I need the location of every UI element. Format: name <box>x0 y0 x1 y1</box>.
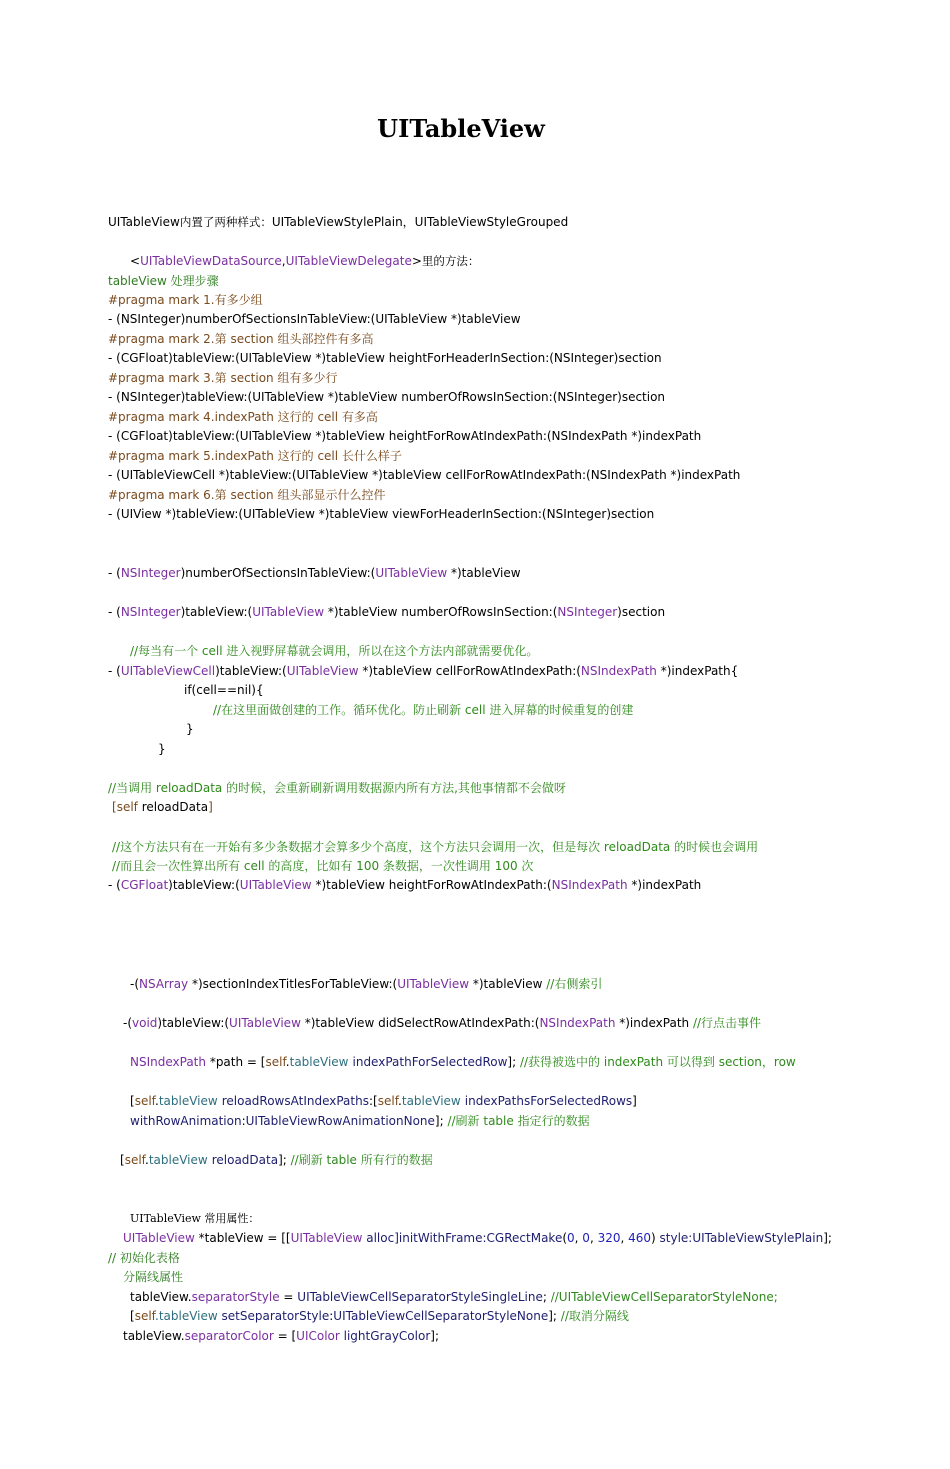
code-reloadRows <box>130 1093 637 1109</box>
code-didSelect <box>123 1015 761 1031</box>
code-token: void <box>132 1016 158 1030</box>
step-6-method: - (UIView *)tableView:(UITableView *)tableView viewForHeaderInSection:(NSInteger)section <box>108 507 655 521</box>
code-if: if(cell==nil){ <box>184 683 264 697</box>
code-token: 320 <box>597 1231 621 1245</box>
step-2-pragma: #pragma mark 2.第 section 组头部控件有多高 <box>108 332 374 346</box>
code-token: UITableViewCell <box>120 664 216 678</box>
code-separatorStyle <box>130 1289 778 1305</box>
code-token: CGFloat <box>120 878 169 892</box>
protocols-line <box>130 253 479 269</box>
code-token: //刷新 table 指定行的数据 <box>447 1114 590 1128</box>
code-path-decl <box>130 1054 796 1070</box>
code-token: -( <box>123 1016 133 1030</box>
code-token: NSIndexPath <box>539 1016 616 1030</box>
code-token: UITableView <box>375 566 448 580</box>
code-token: //UITableViewCellSeparatorStyleNone; <box>550 1290 778 1304</box>
code-token: , <box>620 1231 629 1245</box>
code-token: UITableViewCellSeparatorStyleSingleLine <box>297 1290 543 1304</box>
code-token: : <box>241 1114 246 1128</box>
props-heading: UITableView 常用属性： <box>130 1212 260 1225</box>
code-token: reloadData <box>211 1153 279 1167</box>
code-token: . <box>285 1055 290 1069</box>
code-token: reloadRowsAtIndexPaths <box>221 1094 369 1108</box>
protocol-datasource: UITableViewDataSource <box>140 254 282 268</box>
init-comment: // 初始化表格 <box>108 1251 180 1265</box>
code-token: *)indexPath <box>615 1016 693 1030</box>
intro-styles: UITableViewStylePlain，UITableViewStyleGrouped <box>271 215 569 229</box>
code-token: UITableView <box>290 1231 363 1245</box>
code-token: ]; <box>434 1114 448 1128</box>
code-token: .tableView <box>155 1309 218 1323</box>
code-token: *path = [ <box>206 1055 266 1069</box>
code-heightForRow <box>108 877 701 893</box>
page-title: UITableView <box>377 114 545 143</box>
code-token: //刷新 table 所有行的数据 <box>290 1153 433 1167</box>
code-token: withRowAnimation <box>130 1114 242 1128</box>
code-token: [ <box>130 1094 135 1108</box>
code-token: 0 <box>567 1231 575 1245</box>
code-token: NSIndexPath <box>580 664 657 678</box>
code-token: separatorColor <box>184 1329 274 1343</box>
code-token: self <box>134 1309 156 1323</box>
code-token: , <box>589 1231 598 1245</box>
code-token: *)sectionIndexTitlesForTableView:( <box>188 977 398 991</box>
code-token: *)tableView cellForRowAtIndexPath:( <box>358 664 581 678</box>
code-token: //取消分隔线 <box>560 1309 629 1323</box>
code-token: *)tableView <box>469 977 547 991</box>
code-token: lightGrayColor <box>339 1329 431 1343</box>
code-token: . <box>145 1153 149 1167</box>
code-token: CGRectMake <box>486 1231 563 1245</box>
code-token: indexPathForSelectedRow <box>352 1055 508 1069</box>
code-token: NSInteger <box>120 566 181 580</box>
code-token: UITableView <box>229 1016 301 1030</box>
code-token: ]; <box>278 1153 291 1167</box>
protocol-delegate: UITableViewDelegate <box>285 254 412 268</box>
code-token: self <box>124 1153 146 1167</box>
code-token: self <box>265 1055 286 1069</box>
create-comment: //在这里面做创建的工作。循环优化。防止刷新 cell 进入屏幕的时候重复的创建 <box>213 703 634 717</box>
code-token: - ( <box>108 566 121 580</box>
code-token: ]; <box>548 1309 561 1323</box>
code-token: UITableView <box>286 664 359 678</box>
step-5-method: - (UITableViewCell *)tableView:(UITableView *)tableView cellForRowAtIndexPath:(NSIndexPath *)indexPath <box>108 468 741 482</box>
code-close-brace: } <box>186 722 194 736</box>
step-4-pragma: #pragma mark 4.indexPath 这行的 cell 有多高 <box>108 410 378 424</box>
code-token: . <box>155 1094 159 1108</box>
code-token: 460 <box>628 1231 652 1245</box>
code-token: NSInteger <box>120 605 181 619</box>
protocols-open: < <box>130 254 141 268</box>
code-token: - ( <box>108 605 121 619</box>
step-6-pragma: #pragma mark 6.第 section 组头部显示什么控件 <box>108 488 386 502</box>
code-separatorColor <box>123 1328 439 1344</box>
step-1-pragma: #pragma mark 1.有多少组 <box>108 293 263 307</box>
code-token: -( <box>130 977 140 991</box>
code-token: [ <box>130 1309 135 1323</box>
code-token: [ <box>112 800 117 814</box>
code-token: *)tableView heightForRowAtIndexPath:( <box>311 878 552 892</box>
code-token: *)tableView numberOfRowsInSection:( <box>324 605 558 619</box>
code-token: self <box>116 800 138 814</box>
protocols-comma: , <box>281 254 286 268</box>
separator-heading: 分隔线属性 <box>123 1270 184 1284</box>
code-cellForRow <box>108 663 738 679</box>
code-token: ; <box>542 1290 551 1304</box>
code-token: UITableViewStylePlain <box>692 1231 824 1245</box>
code-token: ]; <box>430 1329 439 1343</box>
code-token: UIColor <box>296 1329 340 1343</box>
code-close-brace: } <box>158 742 166 756</box>
code-token: :[ <box>368 1094 378 1108</box>
code-withRowAnimation <box>130 1113 590 1129</box>
code-token: ]; <box>823 1231 832 1245</box>
code-token: self <box>377 1094 399 1108</box>
code-numberOfRows <box>108 604 665 620</box>
code-token: [ <box>120 1153 125 1167</box>
code-token: )tableView:( <box>215 664 287 678</box>
code-token: ] <box>208 800 213 814</box>
height-comment-1: //这个方法只有在一开始有多少条数据才会算多少个高度，这个方法只会调用一次，但是每次 reloadData 的时候也会调用 <box>112 840 759 854</box>
code-token: setSeparatorStyle <box>217 1309 330 1323</box>
code-token: UITableViewCellSeparatorStyleNone <box>333 1309 549 1323</box>
code-token: NSInteger <box>557 605 618 619</box>
code-token: *)tableView <box>447 566 521 580</box>
code-token: *)indexPath{ <box>656 664 739 678</box>
code-token: UITableView <box>239 878 312 892</box>
code-token: = <box>279 1290 298 1304</box>
code-self-reload <box>112 799 213 815</box>
code-token: indexPathsForSelectedRows <box>464 1094 633 1108</box>
code-token: - ( <box>108 664 121 678</box>
code-token: ] <box>632 1094 637 1108</box>
code-token: tableView. <box>123 1329 185 1343</box>
code-token: )tableView:( <box>168 878 240 892</box>
code-token: NSIndexPath <box>551 878 628 892</box>
code-alloc-line <box>123 1230 832 1246</box>
code-token: //行点击事件 <box>692 1016 762 1030</box>
cell-comment: //每当有一个 cell 进入视野屏幕就会调用，所以在这个方法内部就需要优化。 <box>130 644 539 658</box>
code-token: UITableView <box>397 977 470 991</box>
code-token: separatorStyle <box>191 1290 280 1304</box>
code-token: tableView <box>289 1055 349 1069</box>
protocols-close: > <box>411 254 422 268</box>
code-token: reloadData <box>137 800 209 814</box>
code-token: )section <box>617 605 666 619</box>
step-2-method: - (CGFloat)tableView:(UITableView *)tableView heightForHeaderInSection:(NSInteger)section <box>108 351 662 365</box>
code-token: . <box>398 1094 402 1108</box>
code-token: NSArray <box>139 977 189 991</box>
code-token: UITableView <box>252 605 325 619</box>
steps-heading: tableView 处理步骤 <box>108 274 219 288</box>
step-5-pragma: #pragma mark 5.indexPath 这行的 cell 长什么样子 <box>108 449 402 463</box>
code-token: tableView. <box>130 1290 192 1304</box>
code-token: = [ <box>273 1329 297 1343</box>
intro-mid: 内置了两种样式： <box>179 215 272 229</box>
step-1-method: - (NSInteger)numberOfSectionsInTableView:(UITableView *)tableView <box>108 312 521 326</box>
code-token: UITableViewRowAnimationNone <box>245 1114 435 1128</box>
code-token: ) <box>651 1231 656 1245</box>
code-reloadData-all <box>120 1152 433 1168</box>
code-token: //获得被选中的 indexPath 可以得到 section，row <box>519 1055 796 1069</box>
code-token: 0 <box>582 1231 590 1245</box>
code-token: NSIndexPath <box>130 1055 206 1069</box>
code-token: self <box>134 1094 156 1108</box>
code-token: UITableView <box>123 1231 195 1245</box>
code-token: ( <box>562 1231 568 1245</box>
code-token: //右侧索引 <box>546 977 603 991</box>
code-token: , <box>574 1231 583 1245</box>
code-token: tableView <box>148 1153 208 1167</box>
code-token: style: <box>655 1231 693 1245</box>
code-token: )tableView:( <box>180 605 253 619</box>
code-token: )numberOfSectionsInTableView:( <box>180 566 376 580</box>
step-3-pragma: #pragma mark 3.第 section 组有多少行 <box>108 371 338 385</box>
code-token: *)indexPath <box>627 878 702 892</box>
code-token: tableView <box>401 1094 461 1108</box>
code-token: *)tableView didSelectRowAtIndexPath:( <box>300 1016 540 1030</box>
protocols-suffix: 里的方法： <box>421 254 480 268</box>
code-token: )tableView:( <box>157 1016 230 1030</box>
intro-prefix: UITableView <box>108 215 180 229</box>
code-token: tableView <box>158 1094 218 1108</box>
step-4-method: - (CGFloat)tableView:(UITableView *)tableView heightForRowAtIndexPath:(NSIndexPath *)indexPath <box>108 429 702 443</box>
code-token: ]; <box>507 1055 520 1069</box>
intro-line <box>108 214 568 230</box>
step-3-method: - (NSInteger)tableView:(UITableView *)tableView numberOfRowsInSection:(NSInteger)section <box>108 390 666 404</box>
code-token: *tableView = [[ <box>194 1231 291 1245</box>
code-sectionIndexTitles <box>130 976 602 992</box>
code-token: ]initWithFrame: <box>394 1231 487 1245</box>
reload-comment: //当调用 reloadData 的时候，会重新刷新调用数据源内所有方法,其他事情都不会做呀 <box>108 781 566 795</box>
code-token: - ( <box>108 878 121 892</box>
code-setSeparatorStyle <box>130 1308 629 1324</box>
code-numberOfSections <box>108 565 521 581</box>
height-comment-2: //而且会一次性算出所有 cell 的高度，比如有 100 条数据，一次性调用 100 次 <box>112 859 534 873</box>
code-token: alloc <box>362 1231 395 1245</box>
code-token: : <box>329 1309 334 1323</box>
